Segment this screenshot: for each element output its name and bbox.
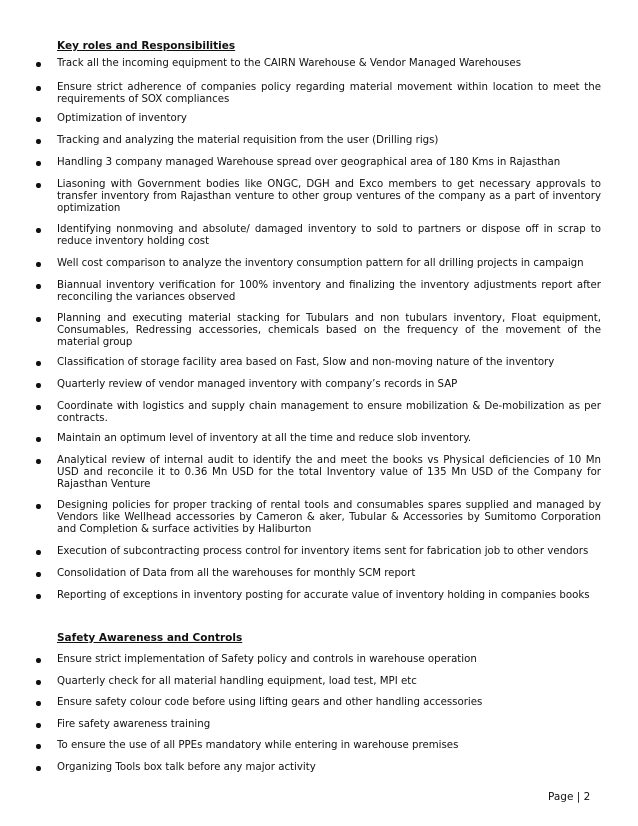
bullet-icon bbox=[36, 744, 41, 749]
list-item-text: To ensure the use of all PPEs mandatory while entering in warehouse premises bbox=[57, 740, 459, 751]
list-item-text: Tracking and analyzing the material requisition from the user (Drilling rigs) bbox=[57, 135, 439, 146]
bullet-icon bbox=[36, 680, 41, 685]
bullet-icon bbox=[36, 766, 41, 771]
list-item-text: Ensure strict implementation of Safety policy and controls in warehouse operation bbox=[57, 654, 477, 665]
bullet-icon bbox=[36, 572, 41, 577]
list-item-text: Designing policies for proper tracking of rental tools and consumables spares supplied and managed by Vendors like Wellhead accessories by Cameron & aker, Tubular & Accessories by Sumitomo Corporation and Completion & surface activities by Haliburton bbox=[57, 500, 601, 535]
bullet-icon bbox=[36, 504, 41, 509]
bullet-icon bbox=[36, 228, 41, 233]
list-item-text: Handling 3 company managed Warehouse spread over geographical area of 180 Kms in Rajasthan bbox=[57, 157, 561, 168]
bullet-icon bbox=[36, 550, 41, 555]
bullet-icon bbox=[36, 62, 41, 67]
roles-heading: Key roles and Responsibilities bbox=[57, 40, 236, 52]
list-item-text: Biannual inventory verification for 100% inventory and finalizing the inventory adjustments report after reconciling the variances observed bbox=[57, 280, 601, 303]
list-item-text: Liasoning with Government bodies like ONGC, DGH and Exco members to get necessary approvals to transfer inventory from Rajasthan venture to other group ventures of the company as a part of inventory optimization bbox=[57, 179, 601, 214]
list-item-text: Consolidation of Data from all the warehouses for monthly SCM report bbox=[57, 568, 416, 579]
list-item-text: Identifying nonmoving and absolute/ damaged inventory to sold to partners or dispose off in scrap to reduce inventory holding cost bbox=[57, 224, 601, 247]
list-item-text: Classification of storage facility area based on Fast, Slow and non-moving nature of the inventory bbox=[57, 357, 555, 368]
bullet-icon bbox=[36, 139, 41, 144]
bullet-icon bbox=[36, 405, 41, 410]
list-item-text: Quarterly check for all material handling equipment, load test, MPI etc bbox=[57, 676, 417, 687]
list-item-text: Organizing Tools box talk before any major activity bbox=[57, 762, 316, 773]
bullet-icon bbox=[36, 161, 41, 166]
bullet-icon bbox=[36, 117, 41, 122]
list-item-text: Track all the incoming equipment to the CAIRN Warehouse & Vendor Managed Warehouses bbox=[57, 58, 522, 69]
list-item-text: Reporting of exceptions in inventory posting for accurate value of inventory holding in companies books bbox=[57, 590, 590, 601]
page-number: Page | 2 bbox=[548, 791, 591, 803]
list-item-text: Quarterly review of vendor managed inventory with company’s records in SAP bbox=[57, 379, 458, 390]
list-item-text: Analytical review of internal audit to identify the and meet the books vs Physical deficiencies of 10 Mn USD and reconcile it to 0.36 Mn USD for the total Inventory value of 135 Mn USD of the Company for Rajasthan Venture bbox=[57, 455, 601, 490]
list-item-text: Fire safety awareness training bbox=[57, 719, 211, 730]
bullet-icon bbox=[36, 594, 41, 599]
bullet-icon bbox=[36, 701, 41, 706]
bullet-icon bbox=[36, 317, 41, 322]
bullet-icon bbox=[36, 658, 41, 663]
bullet-icon bbox=[36, 86, 41, 91]
bullet-icon bbox=[36, 723, 41, 728]
safety-heading: Safety Awareness and Controls bbox=[57, 632, 243, 644]
bullet-icon bbox=[36, 284, 41, 289]
bullet-icon bbox=[36, 459, 41, 464]
list-item-text: Execution of subcontracting process control for inventory items sent for fabrication job to other vendors bbox=[57, 546, 589, 557]
list-item-text: Ensure strict adherence of companies policy regarding material movement within location to meet the requirements of SOX compliances bbox=[57, 82, 601, 105]
bullet-icon bbox=[36, 183, 41, 188]
list-item-text: Coordinate with logistics and supply chain management to ensure mobilization & De-mobilization as per contracts. bbox=[57, 401, 601, 424]
bullet-icon bbox=[36, 361, 41, 366]
list-item-text: Maintain an optimum level of inventory at all the time and reduce slob inventory. bbox=[57, 433, 472, 444]
list-item-text: Well cost comparison to analyze the inventory consumption pattern for all drilling projects in campaign bbox=[57, 258, 584, 269]
bullet-icon bbox=[36, 383, 41, 388]
list-item-text: Ensure safety colour code before using lifting gears and other handling accessories bbox=[57, 697, 483, 708]
list-item-text: Planning and executing material stacking for Tubulars and non tubulars inventory, Float equipment, Consumables, Redressing accessories, chemicals based on the frequency of the movement of the material group bbox=[57, 313, 601, 348]
list-item-text: Optimization of inventory bbox=[57, 113, 187, 124]
bullet-icon bbox=[36, 262, 41, 267]
bullet-icon bbox=[36, 437, 41, 442]
